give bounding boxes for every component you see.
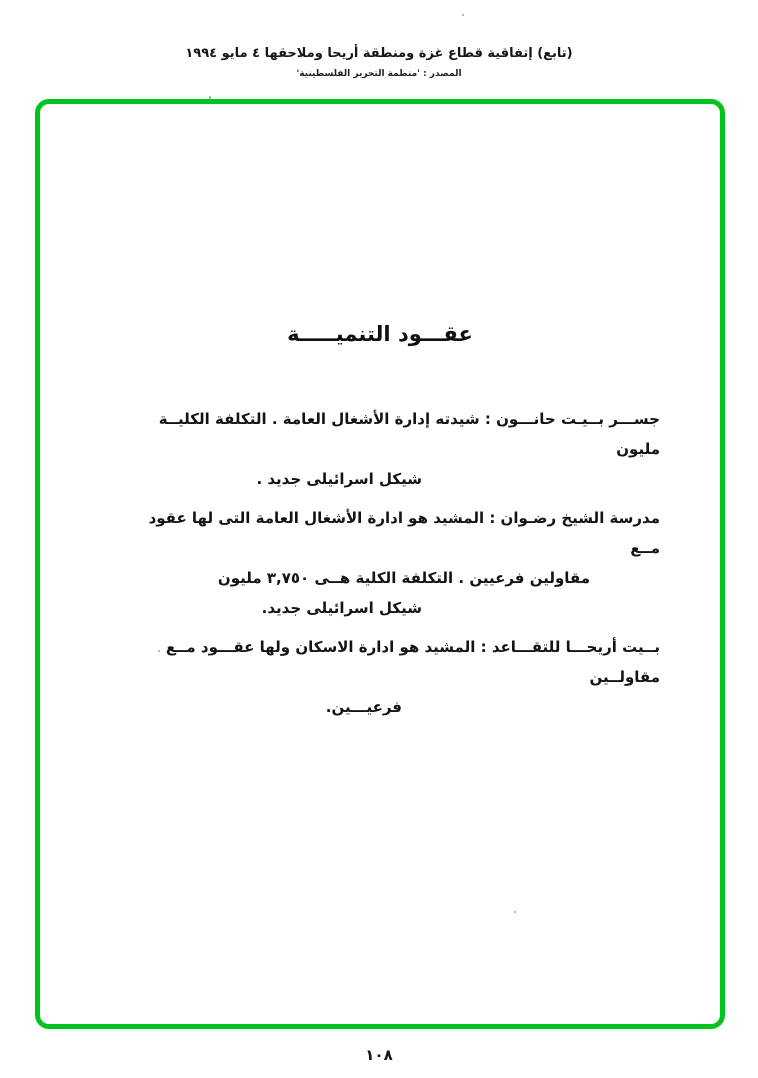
- paragraph-line: بــيت أريحـــا للتقـــاعد : المشيد هو ادارة الاسكان ولها عقـــود مــع مقاولــين: [165, 638, 660, 686]
- page-footer: [0, 1046, 758, 1064]
- document-title: عقـــود التنميـــــة: [287, 322, 473, 346]
- header-source: المصدر : 'منظمة التحرير الفلسطينية': [296, 69, 462, 79]
- paragraph-beit-hanoun-bridge: [132, 404, 660, 494]
- paragraph-line: فرعيـــين.: [325, 698, 402, 716]
- document-body: [132, 404, 660, 731]
- scan-artifact: [209, 96, 211, 99]
- paragraph-line: مدرسة الشيخ رضـوان : المشيد هو ادارة الأشغال العامة التى لها عقود مــع: [148, 509, 660, 557]
- paragraph-line: شيكل اسرائيلى جديد.: [261, 599, 422, 617]
- paragraph-line: جســـر بــيـت حانـــون : شيدته إدارة الأشغال العامة . التكلفة الكليــة مليون: [158, 410, 660, 458]
- paragraph-sheikh-radwan-school: [132, 503, 660, 623]
- paragraph-line: مقاولين فرعيين . التكلفة الكلية هــى ٣,٧٥٠ مليون: [217, 569, 590, 587]
- paragraph-jericho-retirement-home: [132, 632, 660, 722]
- paragraph-line: شيكل اسرائيلى جديد .: [256, 470, 422, 488]
- document-frame: [35, 99, 725, 1029]
- page-header: [0, 46, 758, 79]
- scan-artifact: [514, 911, 516, 913]
- scan-artifact: [158, 650, 160, 652]
- scan-artifact: [462, 14, 464, 16]
- page-number: ١٠٨: [365, 1046, 393, 1064]
- header-title: (تابع) إتفاقية قطاع غزة ومنطقة أريحا وملاحقها ٤ مايو ١٩٩٤: [185, 46, 573, 61]
